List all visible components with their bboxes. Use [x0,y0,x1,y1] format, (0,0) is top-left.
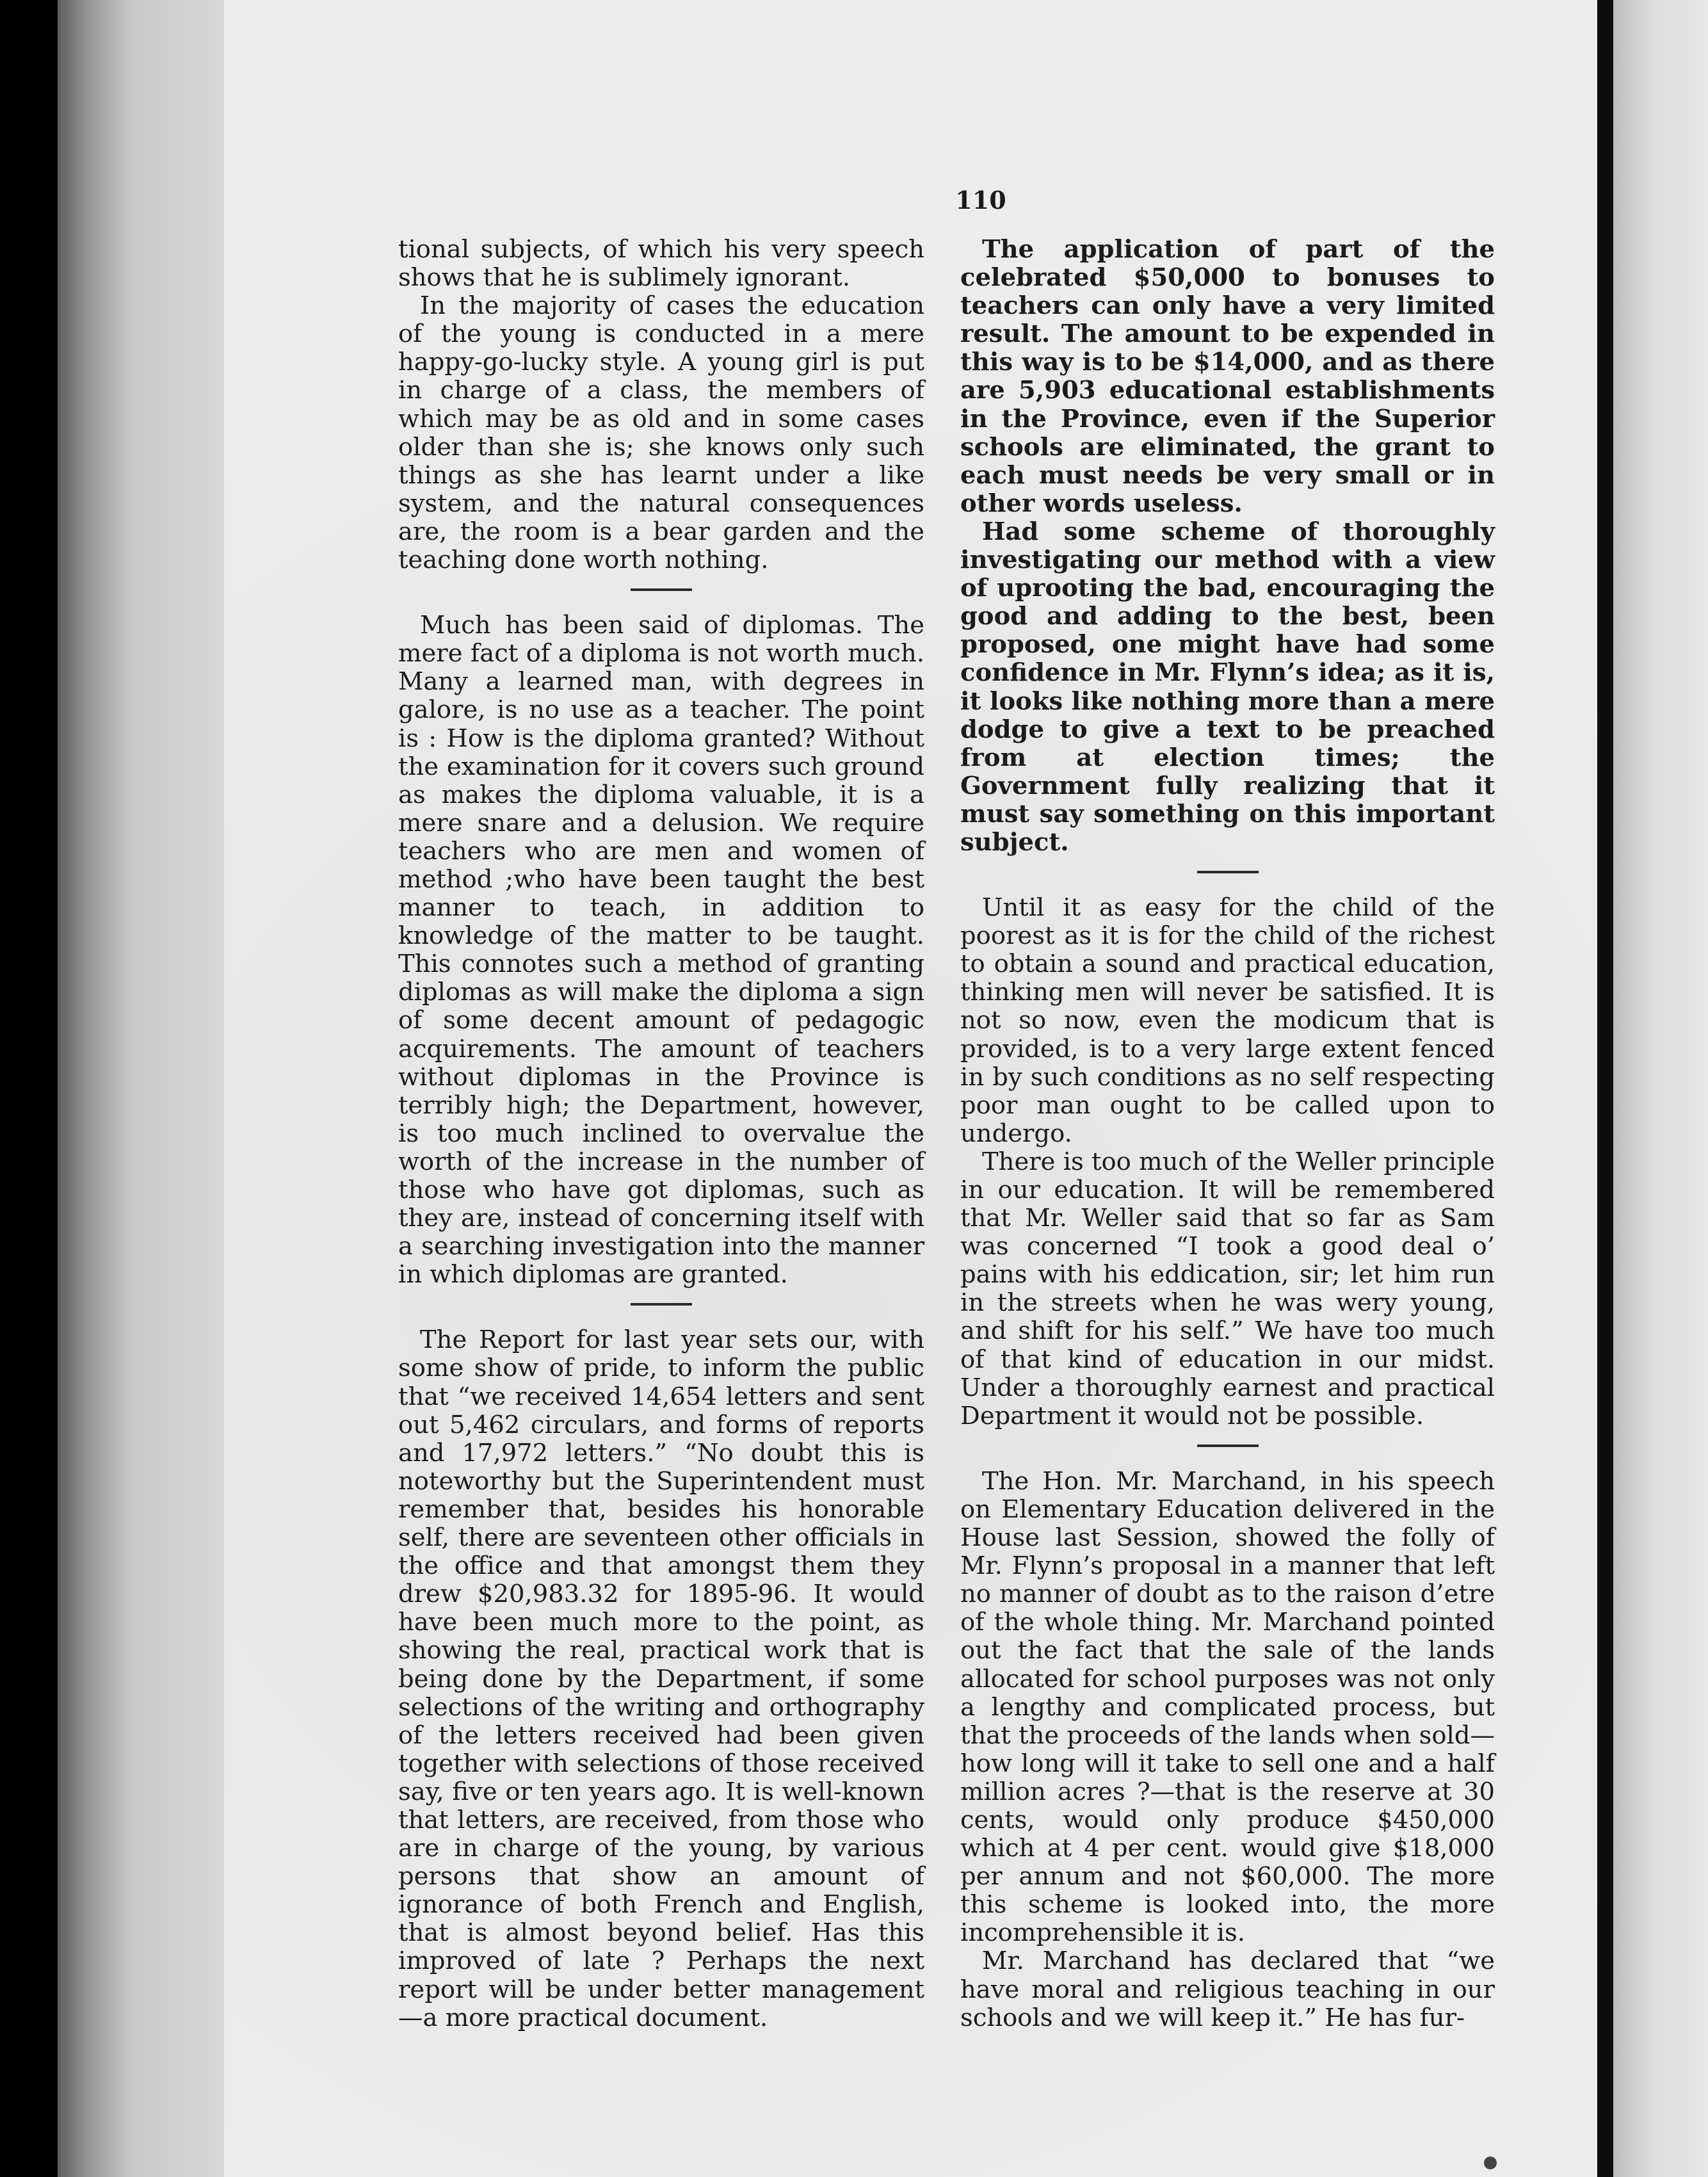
scan-speck [1484,2157,1497,2169]
page-gutter-shadow [1597,0,1613,2177]
section-divider [631,588,692,591]
right-text-column [960,236,1495,2032]
left-paragraph-2: In the majority of cases the education of the young is conducted in a mere happy-go-lucky style. A young girl is put in charge of a class, the members of which may be as old and in some cases older than she is; she knows only such things as she has learnt under a like system, and the natural consequences are, the room is a bear garden and the teaching done worth nothing. [398,291,924,575]
right-paragraph-5: The Hon. Mr. Marchand, in his speech on Elementary Education delivered in the House last Session, showed the folly of Mr. Flynn’s proposal in a manner that left no manner of doubt as to the raison d’etre of the whole thing. Mr. Marchand pointed out the fact that the sale of the lands allocated for school purposes was not only a lengthy and complicated process, but that the proceeds of the lands when sold—how long will it take to sell one and a half million acres ?—that is the reserve at 30 cents, would only produce $450,000 which at 4 per cent. would give $18,000 per annum and not $60,000. The more this scheme is looked into, the more incomprehensible it is. [960,1466,1495,1948]
left-paragraph-4: The Report for last year sets our, with some show of pride, to inform the public that “we received 14,654 letters and sent out 5,462 circulars, and forms of reports and 17,972 letters.” “No doubt this is noteworthy but the Superintendent must remember that, besides his honorable self, there are seventeen other officials in the office and that amongst them they drew $20,983.32 for 1895-96. It would have been much more to the point, as showing the real, practical work that is being done by the Department, if some selections of the writing and orthography of the letters received had been given together with selections of those received say, five or ten years ago. It is well-known that letters, are received, from those who are in charge of the young, by various persons that show an amount of ignorance of both French and English, that is almost beyond belief. Has this improved of late ? Perhaps the next report will be under better management—a more practical document. [398,1325,924,2032]
right-paragraph-4: There is too much of the Weller principle in our education. It will be remembered that Mr. Weller said that so far as Sam was concerned “I took a good deal o’ pains with his eddication, sir; let him run in the streets when he was wery young, and shift for his self.” We have too much of that kind of education in our midst. Under a thoroughly earnest and practical Department it would not be possible. [960,1147,1495,1430]
scan-background-left [58,0,224,2177]
left-paragraph-3: Much has been said of diplomas. The mere fact of a diploma is not worth much. Many a learned man, with degrees in galore, is no use as a teacher. The point is : How is the diploma granted? Without the examination for it covers such ground as makes the diploma valuable, it is a mere snare and a delusion. We require teachers who are men and women of method ;who have been taught the best manner to teach, in addition to knowledge of the matter to be taught. This connotes such a method of granting diplomas as will make the diploma a sign of some decent amount of pedagogic acquirements. The amount of teachers without diplomas in the Province is terribly high; the Department, however, is too much inclined to overvalue the worth of the increase in the number of those who have got diplomas, such as they are, instead of concerning itself with a searching investigation into the manner in which diplomas are granted. [398,611,924,1290]
right-paragraph-1: The application of part of the celebrated $50,000 to bonuses to teachers can only have a very limited result. The amount to be expended in this way is to be $14,000, and as there are 5,903 educational establishments in the Province, even if the Superior schools are eliminated, the grant to each must needs be very small or in other words useless. [960,235,1495,518]
right-paragraph-3: Until it as easy for the child of the poorest as it is for the child of the richest to obtain a sound and practical education, thinking men will never be satisfied. It is not so now, even the modicum that is provided, is to a very large extent fenced in by such conditions as no self respecting poor man ought to be called upon to undergo. [960,893,1495,1148]
left-text-column [398,236,924,2032]
right-paragraph-6: Mr. Marchand has declared that “we have moral and religious teaching in our schools and we will keep it.” He has fur- [960,1946,1495,2032]
right-paragraph-2: Had some scheme of thoroughly investigating our method with a view of uprooting the bad, encouraging the good and adding to the best, been proposed, one might have had some confidence in Mr. Flynn’s idea; as it is, it looks like nothing more than a mere dodge to give a text to be preached from at election times; the Government fully realizing that it must say something on this important subject. [960,517,1495,857]
page-number: 110 [955,186,1006,214]
section-divider [631,1303,692,1306]
section-divider [1197,871,1259,873]
left-paragraph-1: tional subjects, of which his very speech shows that he is sublimely ignorant. [398,235,924,293]
adjacent-page-edge [1613,0,1708,2177]
section-divider [1197,1445,1259,1447]
